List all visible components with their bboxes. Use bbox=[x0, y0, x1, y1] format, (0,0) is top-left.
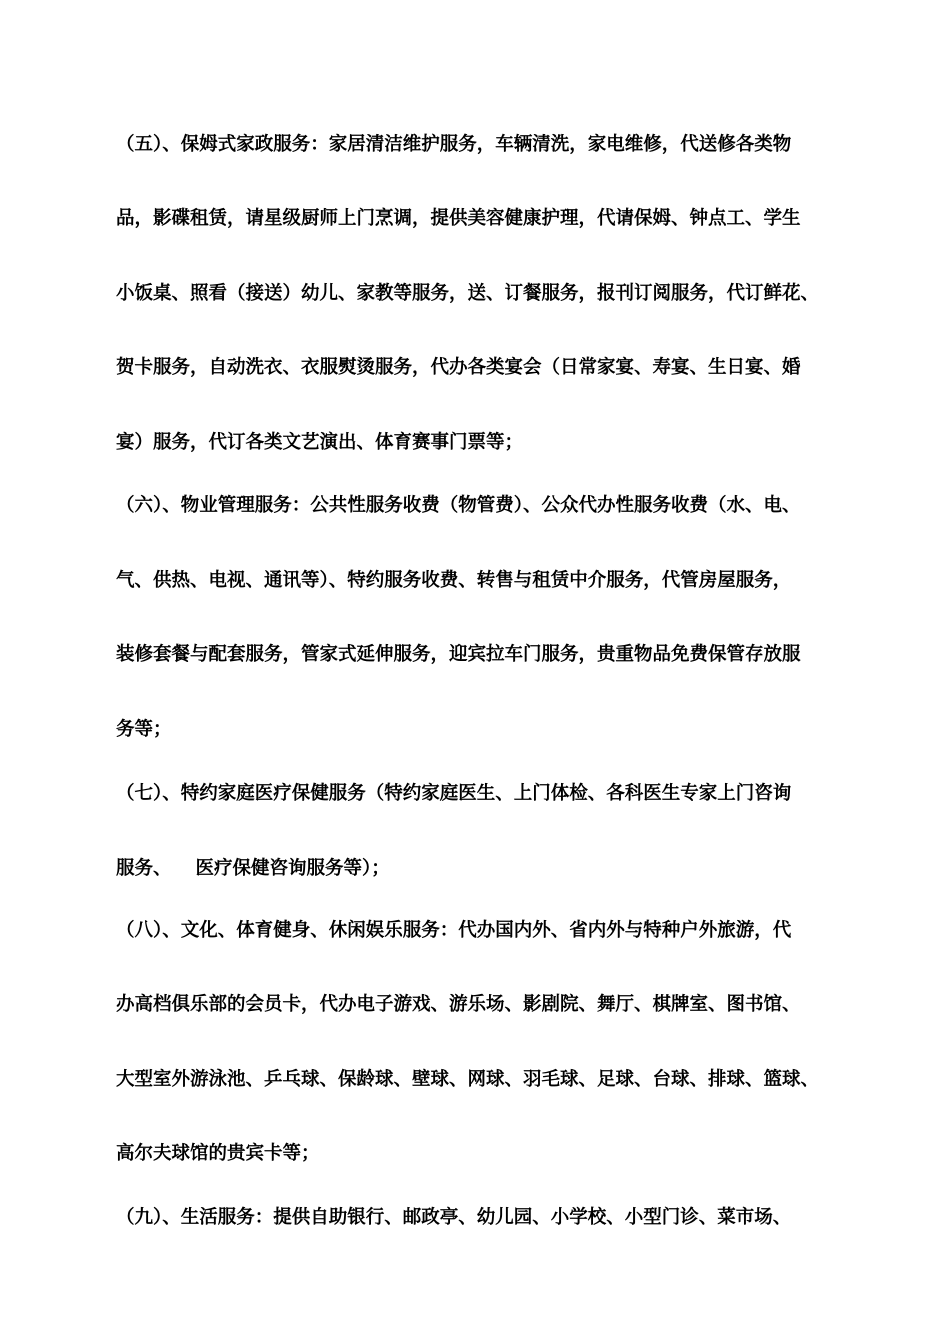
paragraph-7-line-1: （七）、特约家庭医疗保健服务（特约家庭医生、上门体检、各科医生专家上门咨询 bbox=[116, 783, 792, 804]
paragraph-6-line-1: （六）、物业管理服务：公共性服务收费（物管费）、公众代办性服务收费（水、电、 bbox=[116, 495, 801, 516]
paragraph-5-line-1: （五）、保姆式家政服务：家居清洁维护服务，车辆清洗，家电维修，代送修各类物 bbox=[116, 134, 792, 155]
paragraph-5-line-3: 小饭桌、照看（接送）幼儿、家教等服务，送、订餐服务，报刊订阅服务，代订鲜花、 bbox=[116, 283, 820, 304]
paragraph-8-line-3: 大型室外游泳池、乒乓球、保龄球、壁球、网球、羽毛球、足球、台球、排球、篮球、 bbox=[116, 1069, 820, 1090]
paragraph-6-line-4: 务等； bbox=[116, 719, 172, 740]
paragraph-5-line-4: 贺卡服务，自动洗衣、衣服熨烫服务，代办各类宴会（日常家宴、寿宴、生日宴、婚 bbox=[116, 357, 801, 378]
paragraph-5-line-5: 宴）服务，代订各类文艺演出、体育赛事门票等； bbox=[116, 432, 524, 453]
paragraph-9-line-1: （九）、生活服务：提供自助银行、邮政亭、幼儿园、小学校、小型门诊、菜市场、 bbox=[116, 1207, 792, 1228]
paragraph-7-line-2 bbox=[116, 857, 846, 881]
paragraph-8-line-2: 办高档俱乐部的会员卡，代办电子游戏、游乐场、影剧院、舞厅、棋牌室、图书馆、 bbox=[116, 994, 801, 1015]
paragraph-6-line-2: 气、供热、电视、通讯等）、特约服务收费、转售与租赁中介服务，代管房屋服务， bbox=[116, 570, 792, 591]
paragraph-8-line-1: （八）、文化、体育健身、休闲娱乐服务：代办国内外、省内外与特种户外旅游，代 bbox=[116, 920, 792, 941]
paragraph-6-line-3: 装修套餐与配套服务，管家式延伸服务，迎宾拉车门服务，贵重物品免费保管存放服 bbox=[116, 644, 801, 665]
paragraph-7-line-2-part-2: 医疗保健咨询服务等）； bbox=[195, 858, 390, 879]
paragraph-8-line-4: 高尔夫球馆的贵宾卡等； bbox=[116, 1143, 320, 1164]
paragraph-7-line-2-part-1: 服务、 bbox=[116, 858, 172, 879]
paragraph-5-line-2: 品，影碟租赁，请星级厨师上门烹调，提供美容健康护理，代请保姆、钟点工、学生 bbox=[116, 208, 801, 229]
